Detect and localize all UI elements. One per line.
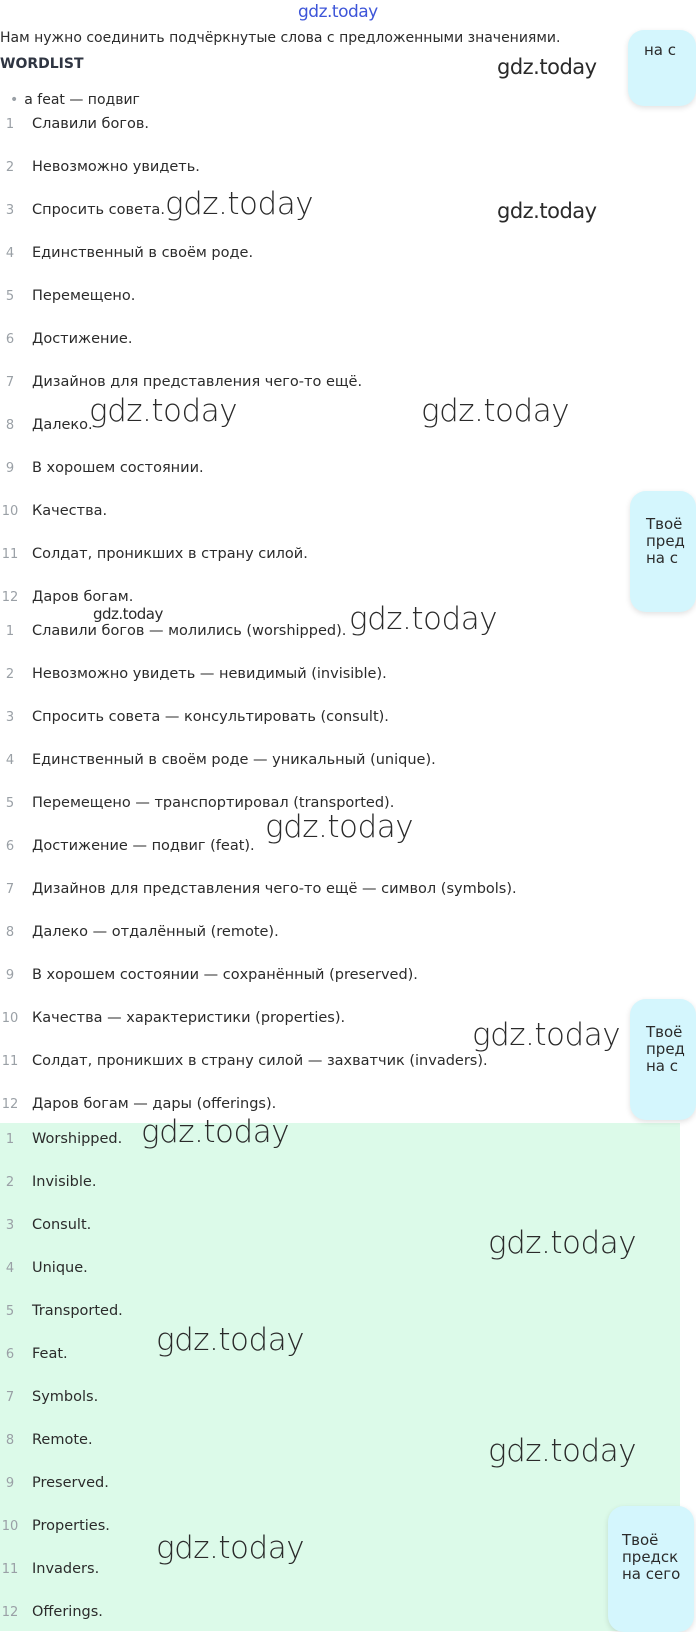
item-text: Offerings. [32, 1604, 103, 1620]
item-text: В хорошем состоянии. [32, 460, 204, 476]
item-text: Солдат, проникших в страну силой. [32, 546, 308, 562]
item-text: Symbols. [32, 1389, 99, 1405]
item-number: 11 [1, 1054, 19, 1069]
item-text: Далеко. [32, 417, 93, 433]
item-text: Перемещено. [32, 288, 136, 304]
answers-list [0, 1123, 680, 1631]
item-number: 7 [5, 1390, 15, 1405]
item-number: 10 [1, 1011, 19, 1026]
item-number: 3 [5, 203, 15, 218]
item-text: Спросить совета. [32, 202, 165, 218]
item-number: 1 [5, 117, 15, 132]
item-text: Солдат, проникших в страну силой — захватчик (invaders). [32, 1053, 488, 1069]
watermark: gdz.today [497, 199, 597, 223]
item-text: Далеко — отдалённый (remote). [32, 924, 279, 940]
item-number: 4 [5, 1261, 15, 1276]
watermark: gdz.today [488, 1225, 637, 1261]
item-text: Даров богам — дары (offerings). [32, 1096, 277, 1112]
item-text: Дизайнов для представления чего-то ещё. [32, 374, 363, 390]
promo-bubble[interactable] [630, 491, 696, 612]
item-text: Единственный в своём роде. [32, 245, 254, 261]
watermark: gdz.today [141, 1114, 290, 1150]
watermark: gdz.today [156, 1530, 305, 1566]
wordlist-item-text: a feat — подвиг [24, 92, 140, 108]
item-number: 6 [5, 332, 15, 347]
item-number: 5 [5, 796, 15, 811]
item-number: 4 [5, 753, 15, 768]
item-text: Consult. [32, 1217, 92, 1233]
item-number: 12 [1, 590, 19, 605]
item-number: 2 [5, 160, 15, 175]
item-number: 11 [1, 547, 19, 562]
item-number: 3 [5, 710, 15, 725]
item-number: 9 [5, 461, 15, 476]
item-text: Remote. [32, 1432, 93, 1448]
watermark: gdz.today [472, 1017, 621, 1053]
item-number: 6 [5, 1347, 15, 1362]
item-text: Единственный в своём роде — уникальный (unique). [32, 752, 436, 768]
watermark: gdz.today [89, 393, 238, 429]
item-number: 10 [1, 504, 19, 519]
item-text: Invisible. [32, 1174, 97, 1190]
bubble-line: Твоё [646, 1023, 683, 1041]
watermark: gdz.today [497, 55, 597, 79]
wordlist-title: WORDLIST [0, 56, 84, 72]
site-logo[interactable]: gdz.today [298, 2, 378, 22]
promo-bubble[interactable] [608, 1506, 694, 1632]
item-text: Перемещено — транспортировал (transported). [32, 795, 395, 811]
bubble-line: Твоё [646, 515, 683, 533]
item-number: 6 [5, 839, 15, 854]
item-number: 9 [5, 1476, 15, 1491]
item-number: 2 [5, 1175, 15, 1190]
item-number: 7 [5, 375, 15, 390]
item-number: 4 [5, 246, 15, 261]
item-number: 1 [5, 624, 15, 639]
bubble-line: пред [646, 532, 685, 550]
item-number: 8 [5, 1433, 15, 1448]
bubble-line: пред [646, 1040, 685, 1058]
bubble-line: на сего [622, 1565, 681, 1583]
intro-text: Нам нужно соединить подчёркнутые слова с предложенными значениями. [0, 30, 561, 46]
item-text: Качества. [32, 503, 108, 519]
bubble-line: Твоё [622, 1531, 659, 1549]
watermark: gdz.today [488, 1433, 637, 1469]
bullet-icon: • [10, 92, 19, 108]
item-number: 10 [1, 1519, 19, 1534]
item-text: Transported. [32, 1303, 123, 1319]
item-text: Невозможно увидеть — невидимый (invisible). [32, 666, 387, 682]
bubble-line: на с [644, 41, 677, 59]
watermark: gdz.today [165, 186, 314, 222]
item-number: 12 [1, 1097, 19, 1112]
item-text: Properties. [32, 1518, 110, 1534]
item-text: Достижение. [32, 331, 133, 347]
item-text: Славили богов — молились (worshipped). [32, 623, 347, 639]
item-number: 9 [5, 968, 15, 983]
item-text: Даров богам. [32, 589, 134, 605]
watermark: gdz.today [349, 601, 498, 637]
item-text: Достижение — подвиг (feat). [32, 838, 255, 854]
item-number: 3 [5, 1218, 15, 1233]
bubble-line: предск [622, 1548, 679, 1566]
item-text: Feat. [32, 1346, 68, 1362]
promo-bubble[interactable] [628, 30, 696, 106]
item-text: Unique. [32, 1260, 88, 1276]
item-text: Спросить совета — консультировать (consult). [32, 709, 389, 725]
item-text: В хорошем состоянии — сохранённый (preserved). [32, 967, 418, 983]
item-text: Дизайнов для представления чего-то ещё — символ (symbols). [32, 881, 517, 897]
item-text: Preserved. [32, 1475, 109, 1491]
item-text: Invaders. [32, 1561, 100, 1577]
item-text: Невозможно увидеть. [32, 159, 200, 175]
item-number: 1 [5, 1132, 15, 1147]
item-text: Worshipped. [32, 1131, 123, 1147]
watermark: gdz.today [93, 605, 163, 623]
item-number: 8 [5, 925, 15, 940]
item-text: Качества — характеристики (properties). [32, 1010, 346, 1026]
item-number: 5 [5, 1304, 15, 1319]
item-number: 7 [5, 882, 15, 897]
bubble-line: на с [646, 549, 679, 567]
item-number: 2 [5, 667, 15, 682]
promo-bubble[interactable] [630, 999, 696, 1120]
item-text: Славили богов. [32, 116, 150, 132]
watermark: gdz.today [421, 393, 570, 429]
watermark: gdz.today [156, 1322, 305, 1358]
item-number: 8 [5, 418, 15, 433]
item-number: 11 [1, 1562, 19, 1577]
watermark: gdz.today [265, 809, 414, 845]
bubble-line: на с [646, 1057, 679, 1075]
item-number: 5 [5, 289, 15, 304]
item-number: 12 [1, 1605, 19, 1620]
